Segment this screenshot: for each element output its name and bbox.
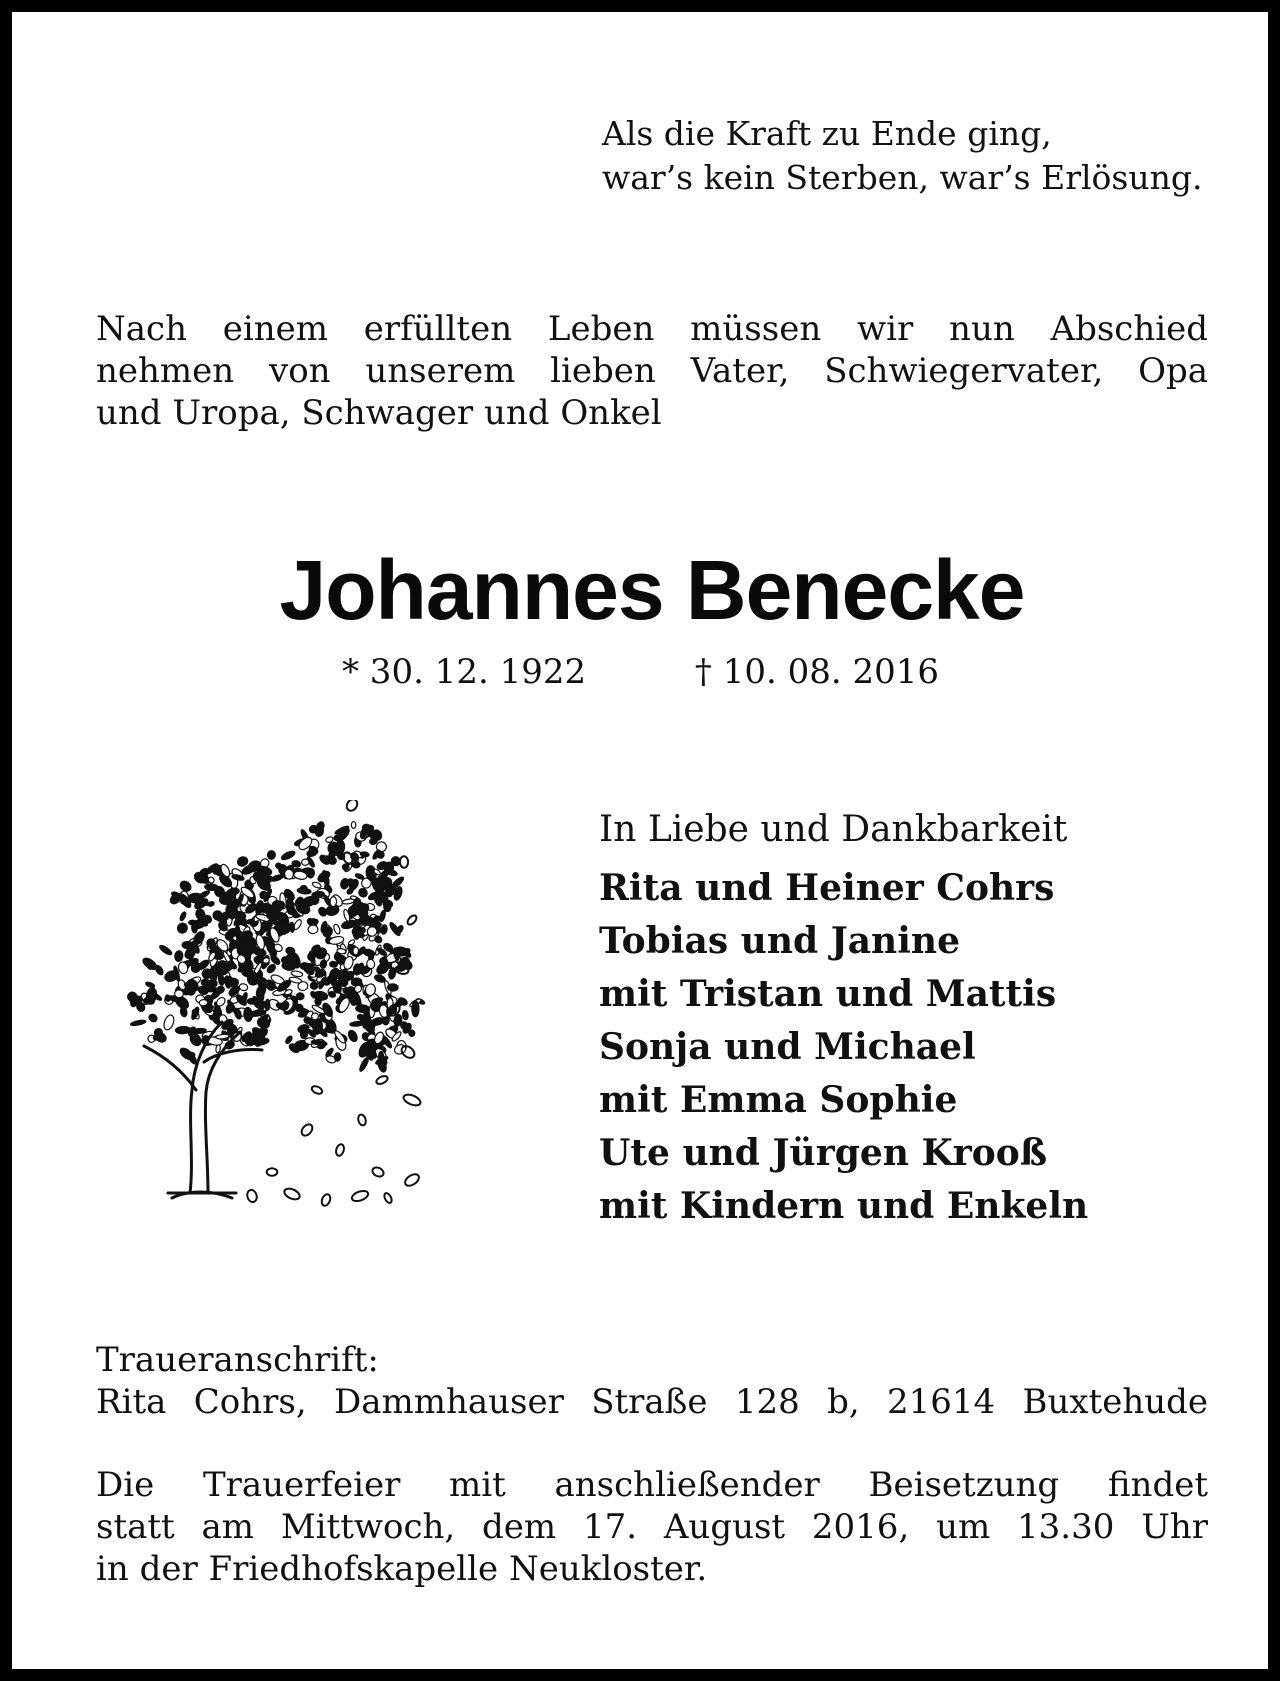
falling-leaf: [371, 1166, 385, 1179]
canopy-leaf: [305, 963, 313, 972]
falling-leaf: [402, 1092, 422, 1107]
canopy-leaf: [359, 916, 374, 925]
mourner-line: Sonja und Michael: [599, 1026, 976, 1068]
canopy-leaf: [384, 902, 391, 911]
canopy-leaf: [280, 850, 296, 862]
canopy-leaf: [387, 984, 398, 992]
canopy-leaf: [175, 990, 184, 998]
canopy-leaf: [311, 1013, 318, 1020]
mourner-line: mit Kindern und Enkeln: [599, 1185, 1089, 1227]
motto-line-2: war’s kein Sterben, war’s Erlösung.: [602, 158, 1203, 197]
ceremony-line-3: in der Friedhofskapelle Neukloster.: [96, 1549, 708, 1589]
death-date: † 10. 08. 2016: [694, 652, 939, 692]
falling-leaf: [400, 856, 408, 868]
mourner-line: mit Emma Sophie: [599, 1079, 958, 1121]
mourning-address: [96, 1339, 1208, 1423]
mourner-line: mit Tristan und Mattis: [599, 973, 1057, 1015]
canopy-leaf: [351, 822, 355, 829]
falling-leaf: [403, 1172, 421, 1188]
canopy-leaf: [315, 971, 324, 978]
ceremony-line-1: Die Trauerfeier mit anschließender Beisetzung findet: [96, 1465, 1208, 1505]
canopy-leaf: [148, 1013, 159, 1023]
canopy-leaf: [291, 970, 303, 977]
canopy-leaf: [324, 1026, 335, 1033]
deceased-name: Johannes Benecke: [279, 543, 1025, 637]
canopy-leaf: [315, 998, 321, 1006]
falling-leaf: [383, 1192, 393, 1204]
canopy-leaf: [310, 982, 318, 990]
mourner-line: Tobias und Janine: [599, 920, 960, 962]
tree-canopy: [126, 821, 426, 1073]
canopy-leaf: [247, 971, 257, 985]
falling-leaf: [246, 1189, 258, 1203]
canopy-leaf: [412, 1001, 419, 1017]
windblown-tree-icon: [112, 800, 452, 1210]
address-value: Rita Cohrs, Dammhauser Straße 128 b, 21614 Buxtehude: [96, 1382, 1208, 1422]
canopy-leaf: [301, 859, 309, 866]
canopy-leaf: [394, 947, 406, 954]
intro-line-2: nehmen von unserem lieben Vater, Schwiegervater, Opa: [96, 351, 1208, 391]
canopy-leaf: [347, 1029, 359, 1043]
canopy-leaf: [402, 1010, 409, 1020]
mourners-heading: In Liebe und Dankbarkeit: [599, 809, 1068, 850]
canopy-leaf: [289, 922, 294, 932]
canopy-leaf: [265, 999, 270, 1010]
canopy-leaf: [355, 1004, 369, 1013]
canopy-leaf: [188, 893, 203, 903]
canopy-leaf: [267, 850, 275, 859]
motto-verse: [602, 112, 1202, 200]
canopy-leaf: [312, 881, 322, 889]
canopy-leaf: [347, 879, 354, 886]
falling-leaf: [406, 914, 418, 926]
falling-leaf: [320, 1193, 332, 1207]
canopy-leaf: [162, 1014, 176, 1031]
address-label: Traueranschrift:: [96, 1340, 379, 1380]
canopy-leaf: [342, 864, 349, 870]
motto-line-1: Als die Kraft zu Ende ging,: [602, 114, 1052, 153]
canopy-leaf: [158, 944, 173, 956]
falling-leaf: [357, 1114, 367, 1127]
canopy-leaf: [176, 922, 189, 935]
canopy-leaf: [329, 961, 337, 967]
tree-trunk: [144, 1022, 262, 1198]
falling-leaf: [267, 1168, 278, 1176]
canopy-leaf: [154, 964, 164, 976]
falling-leaf: [345, 800, 360, 813]
canopy-leaf: [179, 911, 187, 921]
intro-line-3: und Uropa, Schwager und Onkel: [96, 393, 662, 433]
life-dates: [342, 652, 939, 692]
mourner-line: Rita und Heiner Cohrs: [599, 867, 1055, 909]
falling-leaf: [351, 1189, 370, 1203]
canopy-leaf: [360, 852, 369, 858]
canopy-leaf: [297, 887, 311, 894]
birth-date: * 30. 12. 1922: [342, 652, 587, 692]
canopy-leaf: [342, 898, 355, 904]
canopy-leaf: [358, 1056, 370, 1072]
falling-leaf: [375, 1074, 389, 1085]
canopy-leaf: [334, 1053, 341, 1062]
falling-leaf: [283, 1187, 302, 1202]
canopy-leaf: [353, 927, 360, 940]
canopy-leaf: [270, 874, 284, 883]
canopy-leaf: [285, 1035, 294, 1045]
canopy-leaf: [374, 974, 387, 984]
canopy-leaf: [408, 1029, 415, 1037]
mourners-list: [599, 862, 1088, 1233]
canopy-leaf: [333, 923, 341, 934]
falling-leaf: [299, 1122, 314, 1137]
canopy-leaf: [174, 950, 183, 961]
intro-paragraph: [96, 308, 1208, 434]
canopy-leaf: [199, 999, 208, 1006]
canopy-leaf: [330, 896, 337, 906]
falling-leaf: [335, 1143, 345, 1156]
mourner-line: Ute und Jürgen Krooß: [599, 1132, 1048, 1174]
canopy-leaf: [189, 920, 197, 925]
canopy-leaf: [165, 995, 171, 1002]
ceremony-details: [96, 1464, 1208, 1590]
canopy-leaf: [239, 983, 249, 992]
canopy-leaf: [130, 1019, 146, 1026]
falling-leaf: [311, 1085, 324, 1096]
intro-line-1: Nach einem erfüllten Leben müssen wir nun Abschied: [96, 309, 1208, 349]
canopy-leaf: [187, 988, 195, 996]
canopy-leaf: [396, 924, 405, 934]
ceremony-line-2: statt am Mittwoch, dem 17. August 2016, um 13.30 Uhr: [96, 1507, 1208, 1547]
canopy-leaf: [308, 925, 318, 934]
canopy-leaf: [226, 887, 240, 896]
